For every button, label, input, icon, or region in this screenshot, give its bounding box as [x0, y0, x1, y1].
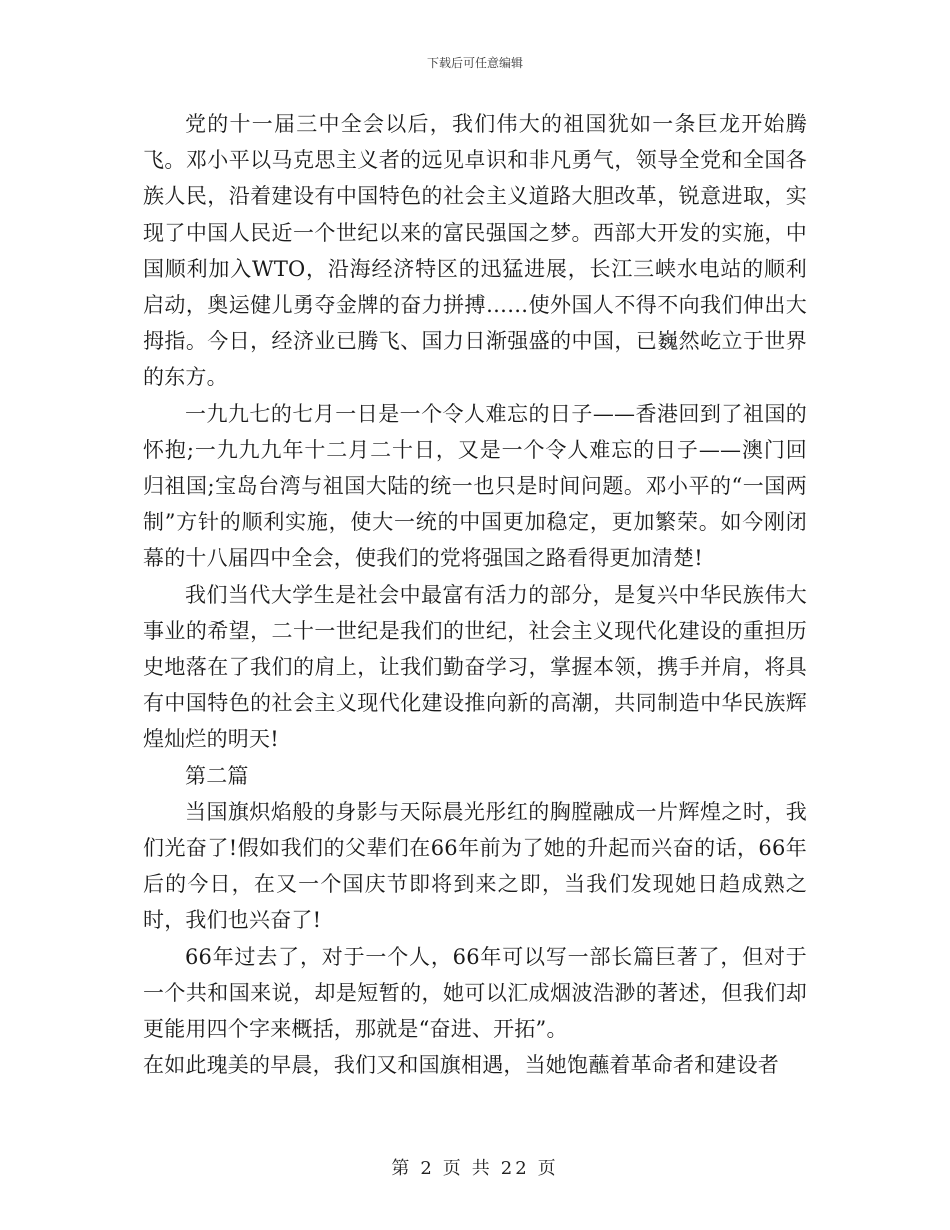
document-body: [143, 106, 807, 1083]
paragraph-2: 一九九七的七月一日是一个令人难忘的日子——香港回到了祖国的怀抱;一九九九年十二月二十日，又是一个令人难忘的日子——澳门回归祖国;宝岛台湾与祖国大陆的统一也只是时间问题。邓小平的“一国两制”方针的顺利实施，使大一统的中国更加稳定，更加繁荣。如今刚闭幕的十八届四中全会，使我们的党将强国之路看得更加清楚!: [143, 401, 807, 571]
paragraph-1: 党的十一届三中全会以后，我们伟大的祖国犹如一条巨龙开始腾飞。邓小平以马克思主义者的远见卓识和非凡勇气，领导全党和全国各族人民，沿着建设有中国特色的社会主义道路大胆改革，锐意进取，实现了中国人民近一个世纪以来的富民强国之梦。西部大开发的实施，中国顺利加入WTO，沿海经济特区的迅猛进展，长江三峡水电站的顺利启动，奥运健儿勇夺金牌的奋力拼搏……使外国人不得不向我们伸出大拇指。今日，经济业已腾飞、国力日渐强盛的中国，已巍然屹立于世界的东方。: [143, 112, 807, 390]
paragraph-6: 在如此瑰美的早晨，我们又和国旗相遇，当她饱蘸着革命者和建设者: [143, 1053, 779, 1078]
paragraph-5: 66年过去了，对于一个人，66年可以写一部长篇巨著了，但对于一个共和国来说，却是短暂的，她可以汇成烟波浩渺的著述，但我们却更能用四个字来概括，那就是“奋进、开拓”。: [143, 944, 807, 1042]
page-footer: [0, 1154, 950, 1180]
footer-word-ye: 页: [442, 1158, 464, 1179]
footer-word-gong: 共: [471, 1158, 493, 1179]
page-header-note: 下载后可任意编辑: [426, 56, 523, 70]
paragraph-3: 我们当代大学生是社会中最富有活力的部分，是复兴中华民族伟大事业的希望，二十一世纪是我们的世纪，社会主义现代化建设的重担历史地落在了我们的肩上，让我们勤奋学习，掌握本领，携手并肩，将具有中国特色的社会主义现代化建设推向新的高潮，共同制造中华民族辉煌灿烂的明天!: [143, 582, 807, 752]
section-heading: 第二篇: [185, 763, 249, 788]
paragraph-4: 当国旗炽焰般的身影与天际晨光彤红的胸膛融成一片辉煌之时，我们光奋了!假如我们的父辈们在66年前为了她的升起而兴奋的话，66年后的今日，在又一个国庆节即将到来之即，当我们发现她日趋成熟之时，我们也兴奋了!: [143, 799, 807, 933]
footer-page-current: 2: [420, 1158, 435, 1179]
footer-page-total: 22: [500, 1158, 530, 1179]
footer-word-ye2: 页: [537, 1158, 559, 1179]
footer-word-di: 第: [391, 1158, 413, 1179]
